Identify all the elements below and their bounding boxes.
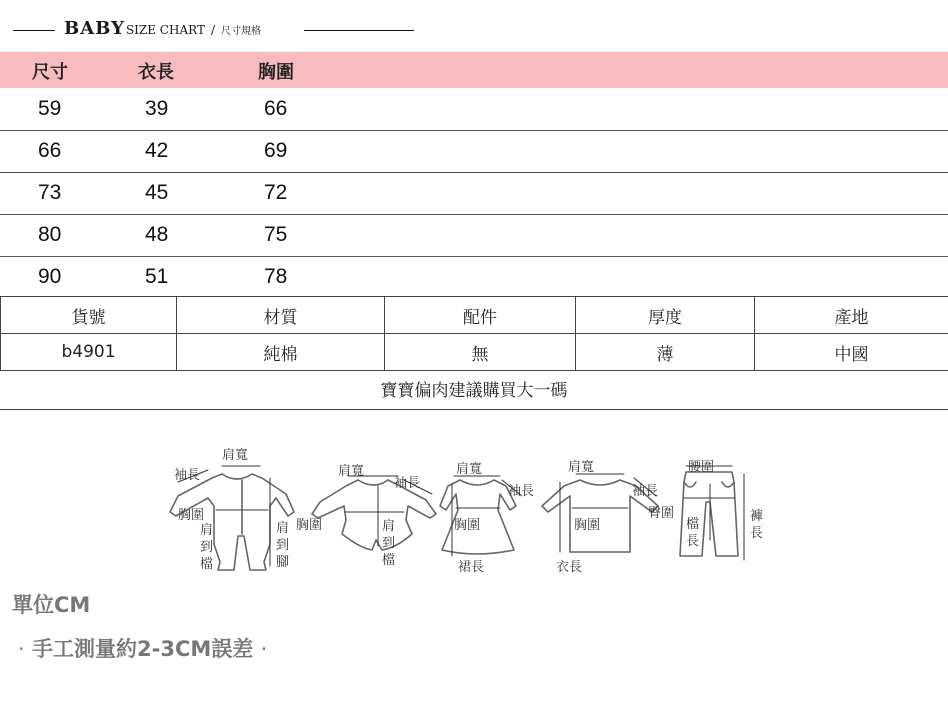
column-header-size: 尺寸: [32, 62, 68, 83]
table-row: [0, 214, 948, 257]
bodysuit-sleeve-label: 袖長: [394, 476, 421, 491]
dress-chest-label: 胸圍: [454, 518, 481, 533]
cell-length: 39: [145, 97, 169, 120]
dress-skirt-length-label: 裙長: [458, 560, 485, 575]
info-header-accessories: 配件: [385, 297, 576, 334]
cell-length: 45: [145, 181, 169, 204]
cell-size: 80: [38, 223, 62, 246]
bodysuit-chest-label: 胸圍: [296, 518, 323, 533]
info-header-origin: 產地: [755, 297, 948, 334]
column-header-length: 衣長: [138, 62, 174, 83]
info-value-item-no: b4901: [1, 334, 177, 371]
header-subtitle-zh: 尺寸規格: [221, 26, 261, 37]
dress-sleeve-label: 袖長: [508, 484, 535, 499]
column-header-chest: 胸圍: [258, 62, 294, 83]
measurement-error-note: [18, 633, 267, 663]
info-value-accessories: 無: [385, 334, 576, 371]
info-header-row: [1, 297, 948, 334]
cell-chest: 66: [264, 97, 288, 120]
cell-chest: 72: [264, 181, 288, 204]
romper-shoulder-label: 肩寬: [222, 448, 249, 463]
header-title: [64, 18, 261, 39]
cell-size: 59: [38, 97, 62, 120]
romper-sleeve-label: 袖長: [174, 468, 201, 483]
product-info-table: [0, 296, 948, 371]
header-subtitle: SIZE CHART: [125, 23, 205, 37]
top-shoulder-label: 肩寬: [568, 460, 595, 475]
cell-size: 90: [38, 265, 62, 288]
top-length-label: 衣長: [556, 560, 583, 575]
table-row: [0, 256, 948, 296]
header-rule-left: [13, 30, 55, 31]
header-separator: /: [210, 23, 215, 37]
info-value-origin: 中國: [755, 334, 948, 371]
info-value-material: 純棉: [177, 334, 385, 371]
info-value-thickness: 薄: [576, 334, 755, 371]
remark-text: 手工測量約2-3CM誤差: [32, 637, 254, 661]
table-row: [0, 88, 948, 131]
cell-length: 48: [145, 223, 169, 246]
brand-name: BABY: [64, 18, 125, 39]
unit-label: 單位CM: [12, 593, 91, 617]
info-header-item-no: 貨號: [1, 297, 177, 334]
header-rule-right: [304, 30, 414, 31]
cell-chest: 69: [264, 139, 288, 162]
cell-length: 51: [145, 265, 169, 288]
top-chest-label: 胸圍: [574, 518, 601, 533]
size-table-header: [0, 52, 948, 88]
cell-chest: 75: [264, 223, 288, 246]
dress-shoulder-label: 肩寬: [456, 462, 483, 477]
bodysuit-shoulder-label: 肩寬: [338, 464, 365, 479]
sizing-advice: 寶寶偏肉建議購買大一碼: [0, 372, 948, 410]
cell-size: 66: [38, 139, 62, 162]
info-header-material: 材質: [177, 297, 385, 334]
cell-length: 42: [145, 139, 169, 162]
pants-waist-label: 腰圍: [688, 460, 715, 475]
pants-hip-label: 臀圍: [648, 506, 675, 521]
info-header-thickness: 厚度: [576, 297, 755, 334]
bodysuit-shoulder-to-crotch-label: 肩到檔: [382, 519, 396, 568]
cell-chest: 78: [264, 265, 288, 288]
romper-shoulder-to-crotch-label: 肩到檔: [200, 523, 214, 572]
cell-size: 73: [38, 181, 62, 204]
romper-chest-label: 胸圍: [178, 508, 205, 523]
info-value-row: [1, 334, 948, 371]
pants-crotch-label: 檔長: [686, 517, 700, 549]
table-row: [0, 130, 948, 173]
remark-dot-left: ·: [18, 637, 25, 661]
romper-shoulder-to-foot-label: 肩到腳: [276, 521, 290, 570]
size-chart-header: [0, 18, 948, 44]
pants-length-label: 褲長: [750, 509, 764, 541]
top-sleeve-label: 袖長: [632, 484, 659, 499]
remark-dot-right: ·: [260, 637, 268, 661]
table-row: [0, 172, 948, 215]
